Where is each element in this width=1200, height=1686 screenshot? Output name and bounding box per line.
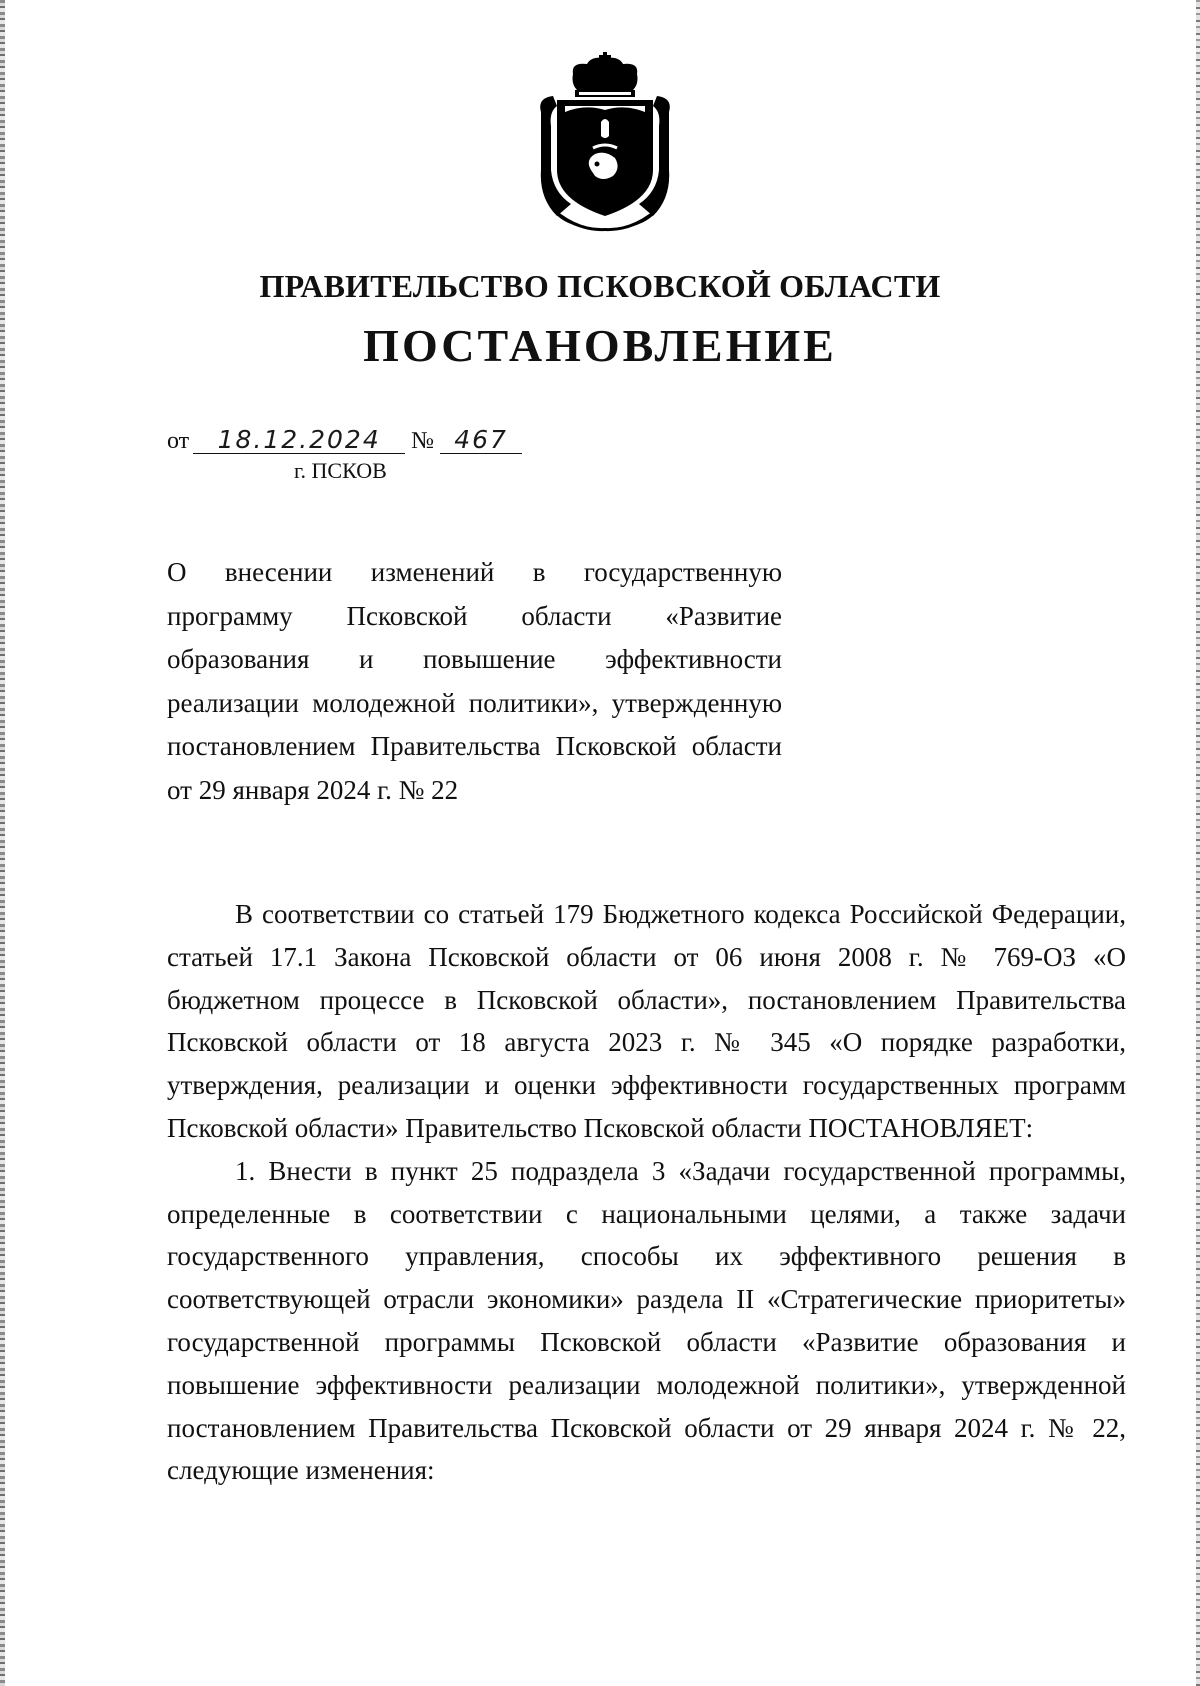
document-body bbox=[167, 893, 1126, 1492]
date-number-line bbox=[167, 426, 522, 456]
document-number: 467 bbox=[440, 427, 522, 454]
body-paragraph: В соответствии со статьей 179 Бюджетного кодекса Российской Федерации, статьей 17.1 Закона Псковской области от 06 июня 2008 г. № 769-ОЗ «О бюджетном процессе в Псковской области», постановлением Правительства Псковской области от 18 августа 2023 г. № 345 «О порядке разработки, утверждения, реализации и оценки эффективности государственных программ Псковской области» Правительство Псковской области ПОСТАНОВЛЯЕТ: bbox=[167, 899, 1126, 1143]
coat-of-arms-icon bbox=[535, 52, 675, 232]
number-sign: № bbox=[411, 428, 435, 454]
scan-edge-right bbox=[1196, 0, 1200, 1686]
document-type-title: ПОСТАНОВЛЕНИЕ bbox=[363, 320, 837, 371]
body-paragraph: 1. Внести в пункт 25 подраздела 3 «Задачи государственной программы, определенные в соответствии с национальными целями, а также задачи государственного управления, способы их эффективного решения в соответствующей отрасли экономики» раздела II «Стратегические приоритеты» государственной программы Псковской области «Развитие образования и повышение эффективности реализации молодежной политики», утвержденной постановлением Правительства Псковской области от 29 января 2024 г. № 22, следующие изменения: bbox=[167, 1155, 1126, 1486]
city-label: г. ПСКОВ bbox=[294, 458, 387, 483]
document-subject: О внесении изменений в государственную программу Псковской области «Развитие образования и повышение эффективности реализации молодежной политики», утвержденную постановлением Правительства Псковской области от 29 января 2024 г. № 22 bbox=[167, 557, 782, 805]
document-date: 18.12.2024 bbox=[193, 427, 405, 454]
organization-title: ПРАВИТЕЛЬСТВО ПСКОВСКОЙ ОБЛАСТИ bbox=[259, 268, 941, 304]
date-prefix: от bbox=[167, 428, 190, 454]
scan-edge-left bbox=[0, 0, 5, 1686]
